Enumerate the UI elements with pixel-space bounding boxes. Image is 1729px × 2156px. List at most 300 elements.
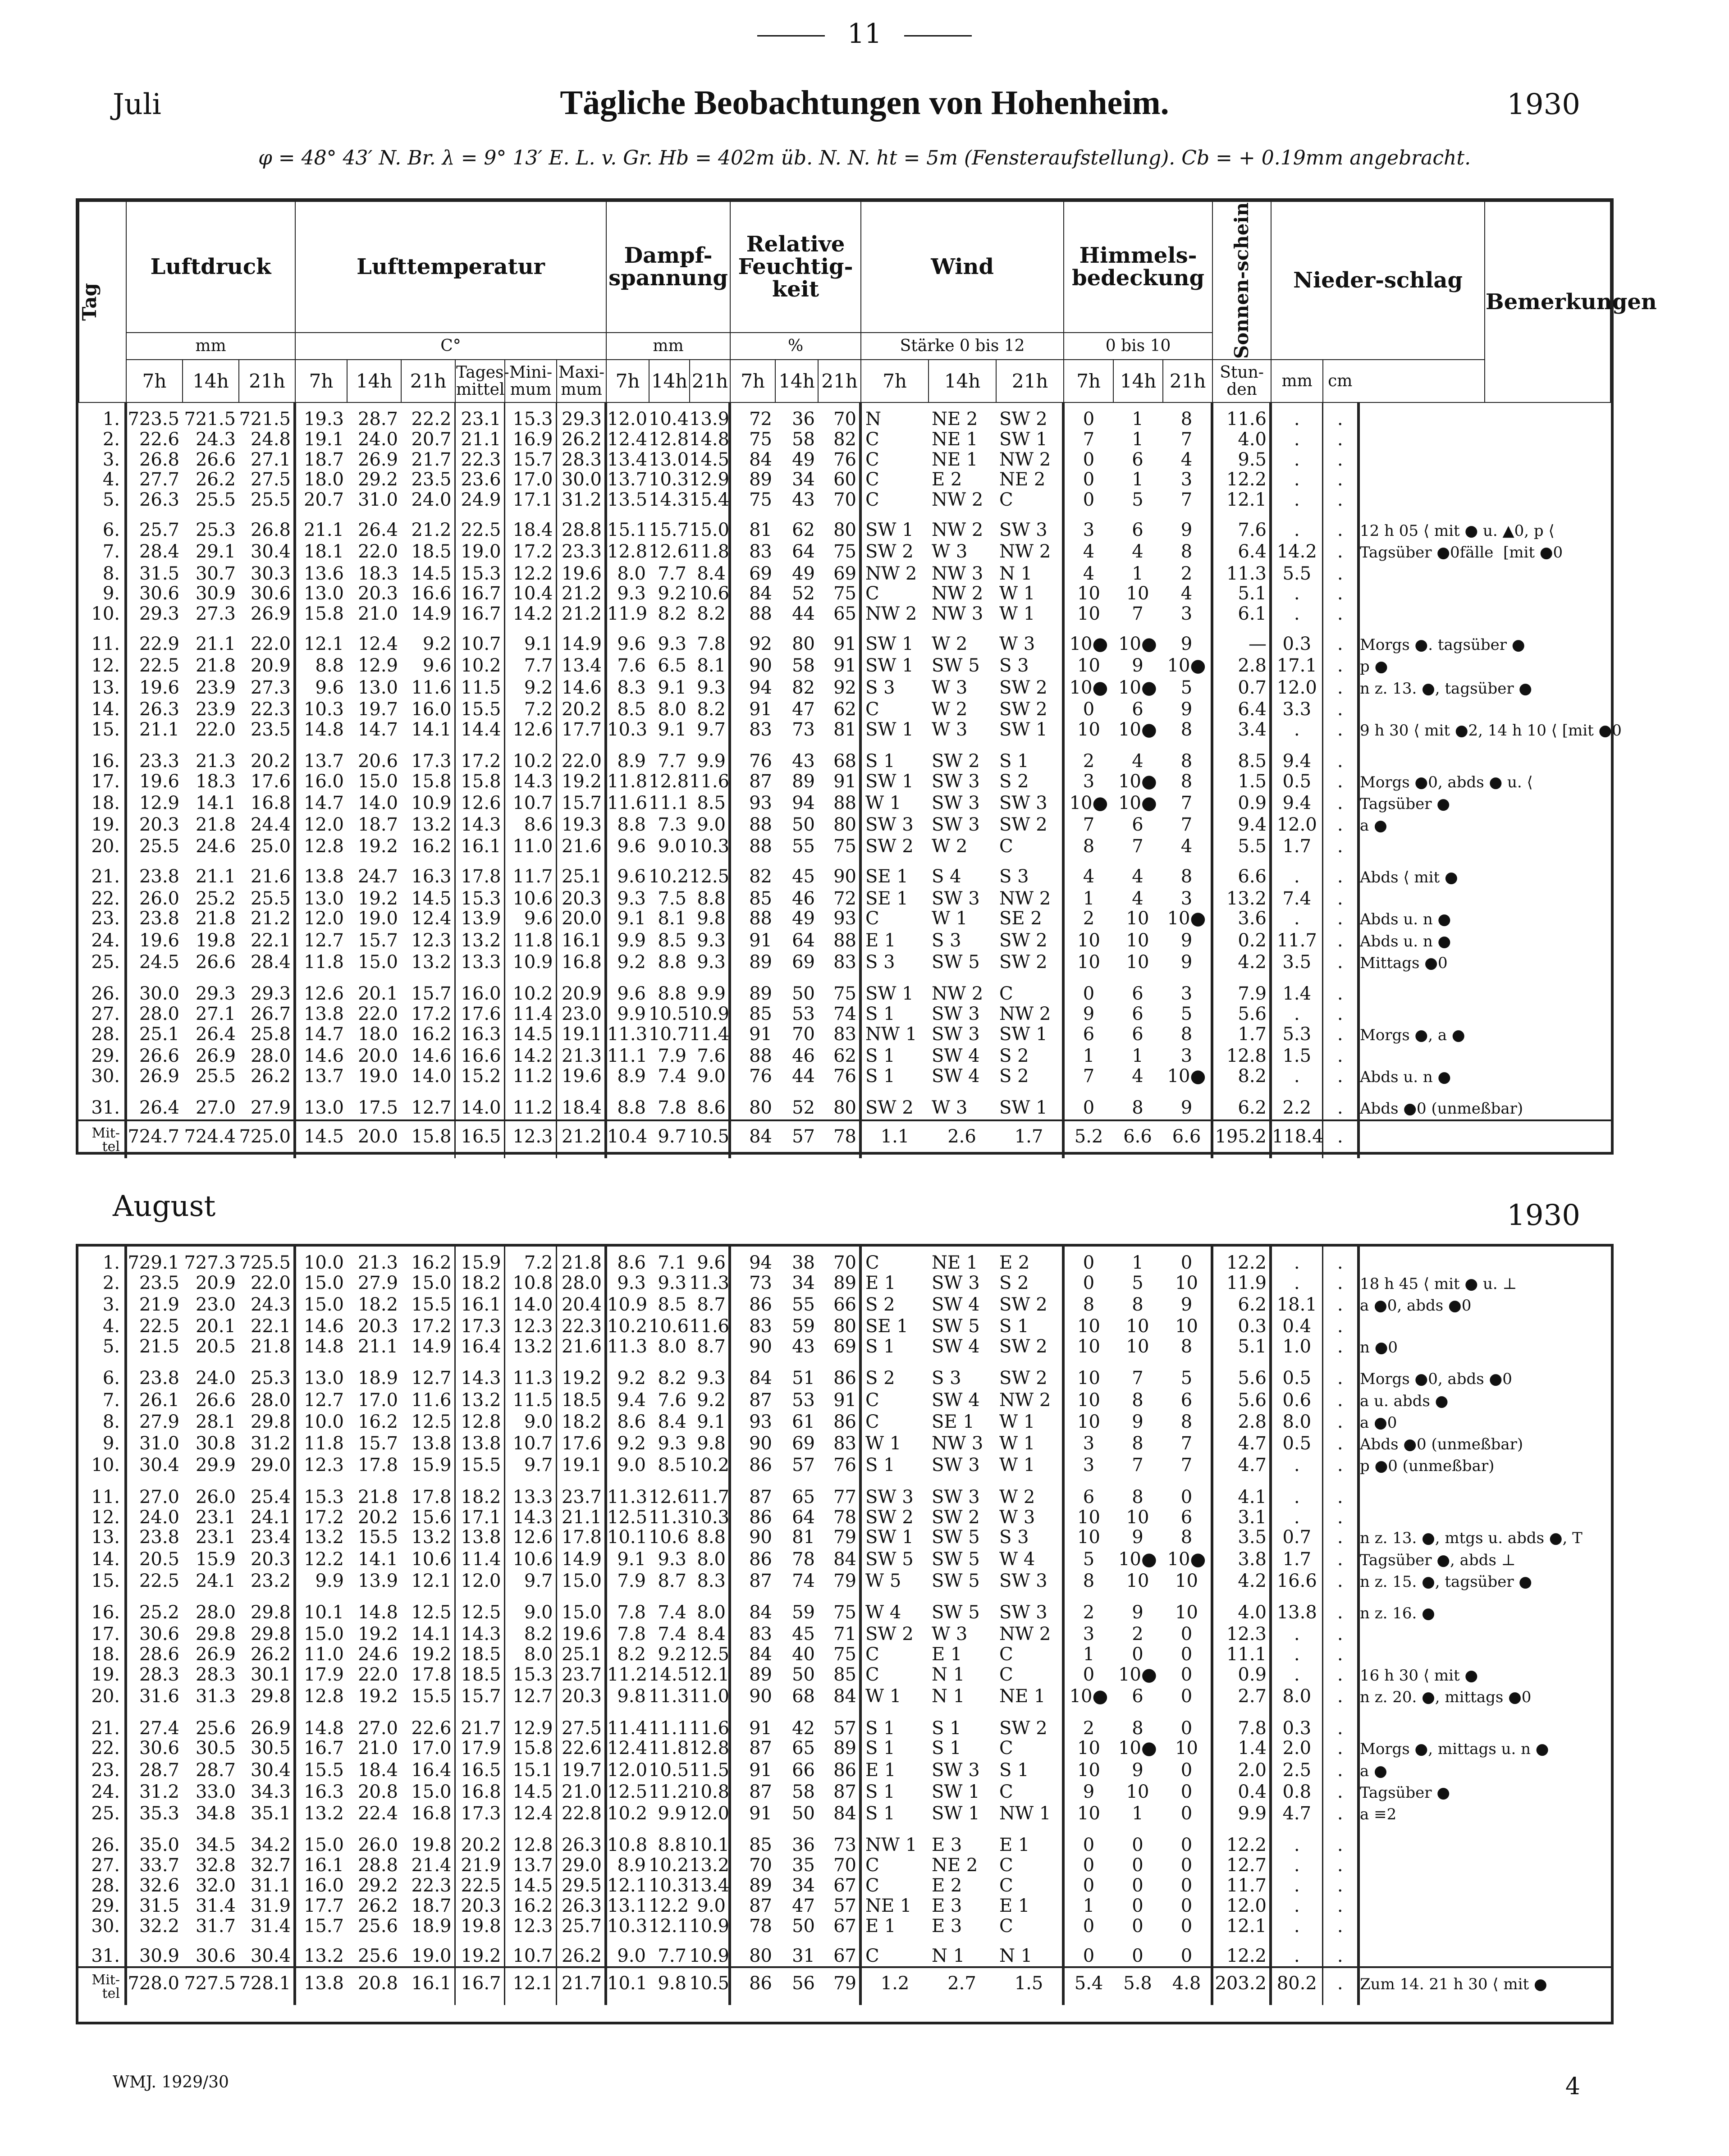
table-cell: 64	[792, 541, 815, 562]
table-cell: .	[1322, 793, 1358, 815]
table-row	[78, 1686, 1611, 1708]
table-cell: 14.1	[195, 792, 236, 813]
table-cell: 86	[730, 1295, 775, 1316]
table-cell: 12.5	[689, 1644, 730, 1665]
table-cell: 19.2	[357, 1686, 398, 1707]
col-7h: 7h	[606, 360, 649, 402]
table-cell: 36	[792, 409, 815, 430]
table-cell: 0	[1132, 1644, 1144, 1665]
table-cell: 10	[1175, 1316, 1198, 1337]
table-cell: 93	[730, 793, 775, 815]
table-cell: .	[1271, 1066, 1322, 1088]
table-cell: 10●	[1118, 1548, 1157, 1570]
table-cell: 8	[1063, 1571, 1113, 1593]
table-cell: 25.5	[250, 888, 291, 909]
table-cell: 13.2	[455, 931, 504, 952]
table-cell: 9.2	[606, 952, 649, 974]
table-cell: Abds u. n ●	[1358, 931, 1611, 952]
table-cell: Morgs ●0, abds ●0	[1358, 1358, 1611, 1390]
table-cell: 94	[730, 1247, 775, 1273]
table-cell: 21.7	[411, 449, 452, 470]
table-cell: 8.5	[606, 699, 649, 720]
table-cell: 11.8	[295, 952, 347, 974]
table-cell: 9.2	[422, 633, 452, 654]
table-cell: 25.	[91, 1803, 120, 1824]
table-cell: 69	[792, 1433, 815, 1454]
table-cell: 59	[792, 1316, 815, 1337]
table-cell: 23.	[91, 1759, 120, 1781]
table-cell: 14.8	[295, 720, 347, 741]
table-cell: C	[860, 470, 928, 490]
table-cell: 10	[1063, 1804, 1113, 1825]
table-row	[78, 1412, 1611, 1434]
table-cell: 28.6	[126, 1644, 182, 1665]
table-cell: 18.1	[295, 542, 347, 563]
table-cell: 21.9	[455, 1855, 504, 1876]
table-cell: .	[1322, 1358, 1358, 1390]
col-7h: 7h	[126, 360, 183, 402]
footer-page: 4	[1565, 2073, 1580, 2100]
table-cell: .	[1322, 1507, 1358, 1528]
table-cell: 12.1	[606, 1876, 649, 1896]
table-cell: 11.6	[411, 1389, 452, 1411]
table-cell: 25.	[91, 951, 120, 973]
table-cell: 24.1	[250, 1507, 291, 1528]
table-cell: N 1	[999, 563, 1033, 584]
table-cell: 7	[1132, 1455, 1144, 1476]
table-cell: 0	[1063, 470, 1113, 490]
table-cell: 26.0	[126, 889, 182, 909]
table-cell: .	[1271, 1855, 1322, 1876]
table-row	[78, 656, 1611, 677]
table-cell: 27.7	[126, 470, 182, 490]
table-cell: .	[1322, 403, 1358, 429]
table-cell: 84	[730, 1358, 775, 1390]
table-cell: 10●	[1063, 624, 1113, 656]
table-cell: 9.6	[697, 1252, 726, 1273]
table-cell: SW 1	[860, 624, 928, 656]
table-cell: 5	[1180, 1003, 1193, 1024]
table-cell: 7.7	[658, 750, 686, 772]
table-cell: 14.5	[411, 888, 452, 909]
table-cell: 12.8	[295, 836, 347, 857]
table-row	[78, 815, 1611, 836]
table-cell: 12.0	[295, 909, 347, 930]
table-cell: 9.9	[295, 1571, 347, 1593]
table-row	[78, 1024, 1611, 1046]
table-cell: 17.9	[455, 1738, 504, 1760]
table-cell: 20.3	[556, 889, 606, 909]
table-cell: 21.8	[357, 1486, 398, 1507]
table-cell: 15.3	[295, 1477, 347, 1507]
table-cell: SW 4	[932, 1389, 980, 1411]
table-cell: 8	[1132, 1294, 1144, 1316]
table-cell: 12.0	[606, 403, 649, 429]
table-cell: .	[1322, 1412, 1358, 1434]
table-cell: .	[1322, 1804, 1358, 1825]
table-cell: 34	[792, 469, 815, 490]
table-cell: SW 3	[932, 1003, 980, 1024]
table-cell: 79	[833, 1570, 856, 1591]
table-cell: SW 2	[999, 930, 1047, 951]
table-cell: 11.7	[1212, 1876, 1271, 1896]
table-cell: W 3	[932, 719, 968, 740]
table-cell: 19.2	[455, 1936, 504, 1967]
table-cell: 10.6	[649, 1527, 689, 1548]
footer-source: WMJ. 1929/30	[113, 2073, 229, 2092]
table-cell: 1	[1132, 1045, 1144, 1066]
table-cell: 20.2	[250, 750, 291, 772]
mittel-cell: 86	[730, 1967, 775, 2005]
table-cell: 26.9	[250, 1717, 291, 1739]
table-cell: 13.0	[649, 449, 689, 470]
table-cell: 7.9	[1212, 974, 1271, 1004]
table-cell: n z. 16. ●	[1358, 1593, 1611, 1624]
table-cell: 9.3	[697, 930, 726, 951]
table-cell: 11.3	[504, 1358, 556, 1390]
table-cell: 27.9	[250, 1097, 291, 1119]
table-cell: 11.4	[689, 1023, 730, 1045]
table-cell: SW 2	[860, 1088, 928, 1120]
table-cell: 10	[1063, 1358, 1113, 1390]
table-cell: 1	[1063, 889, 1113, 909]
table-cell: 22.0	[195, 719, 236, 740]
table-cell: 51	[792, 1368, 815, 1389]
table-cell: 30.6	[126, 1738, 182, 1760]
table-cell: 10●	[1118, 677, 1157, 698]
table-cell: 0	[1063, 450, 1113, 470]
table-cell: 8.5	[658, 1294, 686, 1316]
table-cell: 67	[833, 1915, 856, 1937]
table-cell: 17.1	[455, 1507, 504, 1528]
table-cell: 84	[730, 584, 775, 604]
table-cell: 25.6	[357, 1915, 398, 1937]
table-cell: 17.0	[504, 470, 556, 490]
table-cell: 14.6	[295, 1046, 347, 1066]
table-cell: 7.	[102, 1389, 120, 1411]
table-cell: S 2	[999, 771, 1029, 792]
table-cell: 27.5	[250, 469, 291, 490]
table-cell: 61	[792, 1411, 815, 1432]
table-cell: 91	[730, 699, 775, 720]
table-cell: 83	[730, 720, 775, 741]
table-cell: 10●	[1063, 678, 1113, 699]
table-cell: 8	[1180, 1527, 1193, 1548]
table-cell: 15.0	[411, 1272, 452, 1293]
table-cell: N 1	[932, 1686, 965, 1707]
mittel-cell: 21.2	[556, 1120, 606, 1158]
table-cell: 89	[833, 1738, 856, 1759]
table-cell: 87	[730, 1477, 775, 1507]
table-cell: 20.3	[250, 1548, 291, 1570]
table-cell: 26.2	[556, 1936, 606, 1967]
table-cell: S 2	[860, 1295, 928, 1316]
table-cell: 0	[1180, 1486, 1193, 1507]
table-cell: 12.0	[606, 1760, 649, 1782]
table-cell: 24.6	[357, 1644, 398, 1665]
table-cell: 20.	[91, 836, 120, 857]
table-cell: 10●	[1118, 1664, 1157, 1685]
table-row	[78, 1477, 1611, 1507]
table-cell: 31.1	[250, 1875, 291, 1896]
table-cell: .	[1322, 490, 1358, 510]
table-cell: 7.4	[658, 1065, 686, 1087]
table-cell: C	[860, 1247, 928, 1273]
table-cell: 12.0	[689, 1803, 730, 1824]
table-cell: NW 3	[932, 1433, 983, 1454]
table-cell: 11.4	[606, 1708, 649, 1739]
col-7h: 7h	[861, 360, 929, 402]
table-cell: 26.0	[195, 1486, 236, 1507]
table-cell: C	[860, 1936, 928, 1967]
table-cell: 25.6	[357, 1946, 398, 1967]
table-cell: E 1	[932, 1644, 962, 1665]
table-cell: 26.1	[126, 1390, 182, 1412]
table-cell: 15.0	[295, 1624, 347, 1644]
table-cell: 89	[833, 1272, 856, 1293]
table-cell: 3	[1180, 603, 1193, 625]
table-cell: SW 2	[999, 677, 1047, 698]
table-cell: 32.0	[195, 1875, 236, 1896]
table-cell: 22.3	[455, 450, 504, 470]
table-cell: 10.2	[689, 1455, 730, 1476]
table-cell: .	[1271, 510, 1322, 542]
table-cell: 9.0	[504, 1593, 556, 1624]
table-cell: 36	[792, 1835, 815, 1856]
table-cell: 6	[1132, 699, 1144, 720]
table-cell: 34	[792, 1272, 815, 1293]
table-cell: 10●	[1118, 719, 1157, 740]
july-header	[78, 201, 1657, 403]
table-cell: 29.3	[126, 604, 182, 624]
table-cell: 9	[1180, 930, 1193, 951]
table-cell: 10	[1126, 930, 1149, 951]
table-cell: 22.	[91, 888, 120, 909]
table-cell: SW 3	[999, 792, 1047, 813]
table-cell: C	[999, 489, 1013, 511]
table-cell: 32.7	[250, 1855, 291, 1876]
table-cell: 27.0	[357, 1717, 398, 1739]
table-cell: 91	[833, 655, 856, 676]
table-cell: 17.2	[411, 1316, 452, 1337]
table-cell: .	[1322, 1316, 1358, 1337]
table-cell: 19.2	[411, 1644, 452, 1665]
table-cell: 7.7	[658, 563, 686, 584]
table-cell: 18.4	[504, 510, 556, 542]
table-cell: 20.7	[295, 490, 347, 510]
table-cell: .	[1271, 584, 1322, 604]
table-cell: 94	[792, 792, 815, 813]
table-cell: 12.2	[1212, 1936, 1271, 1967]
table-cell: SW 3	[932, 792, 980, 813]
table-cell: 30.5	[250, 1738, 291, 1759]
table-cell: 6.6	[1212, 857, 1271, 888]
table-cell: 92	[833, 677, 856, 698]
col-14h: 14h	[775, 360, 818, 402]
table-cell: .	[1322, 1337, 1358, 1358]
table-cell: 18.2	[556, 1412, 606, 1434]
table-cell: 16.0	[295, 772, 347, 793]
table-cell: 7.9	[658, 1045, 686, 1066]
table-cell: 4.7	[1271, 1804, 1322, 1825]
table-cell: 78	[792, 1548, 815, 1570]
table-cell: 52	[792, 583, 815, 604]
table-cell: 50	[792, 814, 815, 836]
table-cell: 13.2	[504, 1337, 556, 1358]
table-cell: SW 1	[999, 1097, 1047, 1119]
table-cell: 6.4	[1212, 699, 1271, 720]
table-cell: 21.5	[126, 1337, 182, 1358]
table-cell: .	[1322, 1295, 1358, 1316]
table-cell: 16.7	[455, 604, 504, 624]
table-cell: 21.9	[126, 1295, 182, 1316]
table-cell: NW 1	[999, 1803, 1051, 1824]
table-cell	[1358, 450, 1611, 470]
table-cell: NW 2	[932, 583, 983, 604]
table-cell: 1	[1063, 1046, 1113, 1066]
table-cell: 0.8	[1271, 1782, 1322, 1804]
table-cell: 15.3	[504, 1665, 556, 1686]
table-cell: 34.5	[195, 1835, 236, 1856]
table-cell: 8.4	[697, 563, 726, 584]
table-cell: S 3	[860, 952, 928, 974]
table-cell: .	[1322, 909, 1358, 930]
table-cell: 14.5	[649, 1664, 689, 1685]
table-cell: 80	[730, 1088, 775, 1120]
table-cell: 7.8	[1212, 1708, 1271, 1739]
table-row	[78, 931, 1611, 952]
table-cell: 7.8	[606, 1593, 649, 1624]
table-row	[78, 1804, 1611, 1825]
table-cell: 26.8	[126, 450, 182, 470]
mittel-cell: 6.6	[1123, 1126, 1152, 1147]
table-cell: .	[1322, 1571, 1358, 1593]
table-cell: 16.	[91, 750, 120, 772]
table-cell: 17.2	[295, 1507, 347, 1528]
table-cell: 12.2	[1212, 470, 1271, 490]
table-cell: 11.1	[1212, 1644, 1271, 1665]
table-cell: 18.5	[455, 1644, 504, 1665]
table-cell: 3.5	[1212, 1527, 1271, 1549]
table-cell: 66	[833, 1294, 856, 1316]
table-cell: 20.3	[126, 815, 182, 836]
table-cell: W 4	[999, 1548, 1035, 1570]
table-cell: 7.2	[504, 1247, 556, 1273]
table-cell: 12.9	[357, 655, 398, 676]
table-cell: 13.0	[295, 1088, 347, 1120]
table-cell: 21.7	[455, 1708, 504, 1739]
table-cell: 70	[730, 1855, 775, 1876]
table-row	[78, 836, 1611, 857]
mittel-cell: 1.1	[860, 1120, 928, 1158]
table-cell: 10	[1063, 584, 1113, 604]
table-cell: 20.1	[195, 1316, 236, 1337]
table-cell: 13.	[91, 1527, 120, 1548]
table-cell: 12.8	[504, 1825, 556, 1855]
table-row	[78, 857, 1611, 888]
table-cell: 13.4	[556, 656, 606, 677]
table-cell: 75	[833, 1602, 856, 1623]
table-cell: 0	[1132, 1895, 1144, 1916]
table-cell: 9.3	[697, 951, 726, 973]
table-cell: .	[1271, 604, 1322, 624]
table-cell: 31.7	[195, 1915, 236, 1937]
table-cell: 86	[730, 1455, 775, 1477]
table-row	[78, 1390, 1611, 1412]
table-cell: 7.4	[658, 1602, 686, 1623]
table-cell: SW 5	[932, 1548, 980, 1570]
table-cell: 8.5	[658, 930, 686, 951]
table-cell: 7.	[102, 541, 120, 562]
table-cell: SW 3	[999, 520, 1047, 541]
table-row	[78, 1936, 1611, 1967]
table-cell: .	[1271, 1004, 1322, 1024]
table-cell: .	[1322, 1527, 1358, 1549]
table-cell: 12.6	[504, 720, 556, 741]
table-cell: 16.9	[504, 429, 556, 450]
table-cell: 19.0	[411, 1946, 452, 1967]
table-cell: 68	[792, 1686, 815, 1707]
table-cell: 10.9	[689, 1003, 730, 1024]
table-cell: 17.6	[455, 1004, 504, 1024]
table-cell: 1.	[102, 409, 120, 430]
table-cell: 10.7	[649, 1023, 689, 1045]
table-cell: 20.2	[455, 1825, 504, 1855]
table-cell: 15.9	[411, 1455, 452, 1476]
table-cell: 2	[1063, 1593, 1113, 1624]
table-cell: 44	[792, 1065, 815, 1087]
table-cell: 8.2	[504, 1624, 556, 1644]
table-cell: NE 1	[932, 1252, 978, 1273]
table-cell: 26.	[91, 983, 120, 1005]
table-row	[78, 772, 1611, 793]
month-august: August	[113, 1190, 216, 1223]
table-cell: 9.3	[658, 1433, 686, 1454]
table-cell: 8	[1132, 1433, 1144, 1454]
table-cell: W 3	[999, 633, 1035, 654]
table-cell: 20.9	[195, 1272, 236, 1293]
table-cell: 14.7	[357, 719, 398, 740]
table-cell: 7	[1180, 1433, 1193, 1454]
table-cell: 15.9	[455, 1247, 504, 1273]
table-cell: 50	[792, 1915, 815, 1937]
table-cell: 10.0	[295, 1412, 347, 1434]
table-cell: 30.7	[195, 563, 236, 584]
table-cell: Abds ●0 (unmeßbar)	[1358, 1088, 1611, 1120]
table-cell: 14.2	[504, 604, 556, 624]
table-cell: 10●	[1167, 1065, 1206, 1087]
table-cell: 21.	[91, 1717, 120, 1739]
table-cell: 12.1	[1212, 1916, 1271, 1937]
table-cell: 12.3	[504, 1916, 556, 1937]
table-row	[78, 741, 1611, 772]
table-cell: 24.6	[195, 836, 236, 857]
table-cell: 18.7	[411, 1895, 452, 1916]
table-row	[78, 1527, 1611, 1549]
mittel-cell: 9.8	[658, 1973, 686, 1994]
table-cell: 4.7	[1212, 1434, 1271, 1455]
table-cell: 13.1	[606, 1896, 649, 1916]
table-cell: SW 1	[860, 1527, 928, 1549]
table-cell: 25.7	[556, 1916, 606, 1937]
table-cell: 14.9	[556, 1549, 606, 1571]
table-cell: 7	[1063, 429, 1113, 450]
table-cell: S 3	[932, 930, 961, 951]
table-cell: SW 1	[860, 720, 928, 741]
table-cell: 25.5	[195, 489, 236, 511]
table-cell: SW 3	[860, 815, 928, 836]
table-cell: 4	[1132, 541, 1144, 562]
